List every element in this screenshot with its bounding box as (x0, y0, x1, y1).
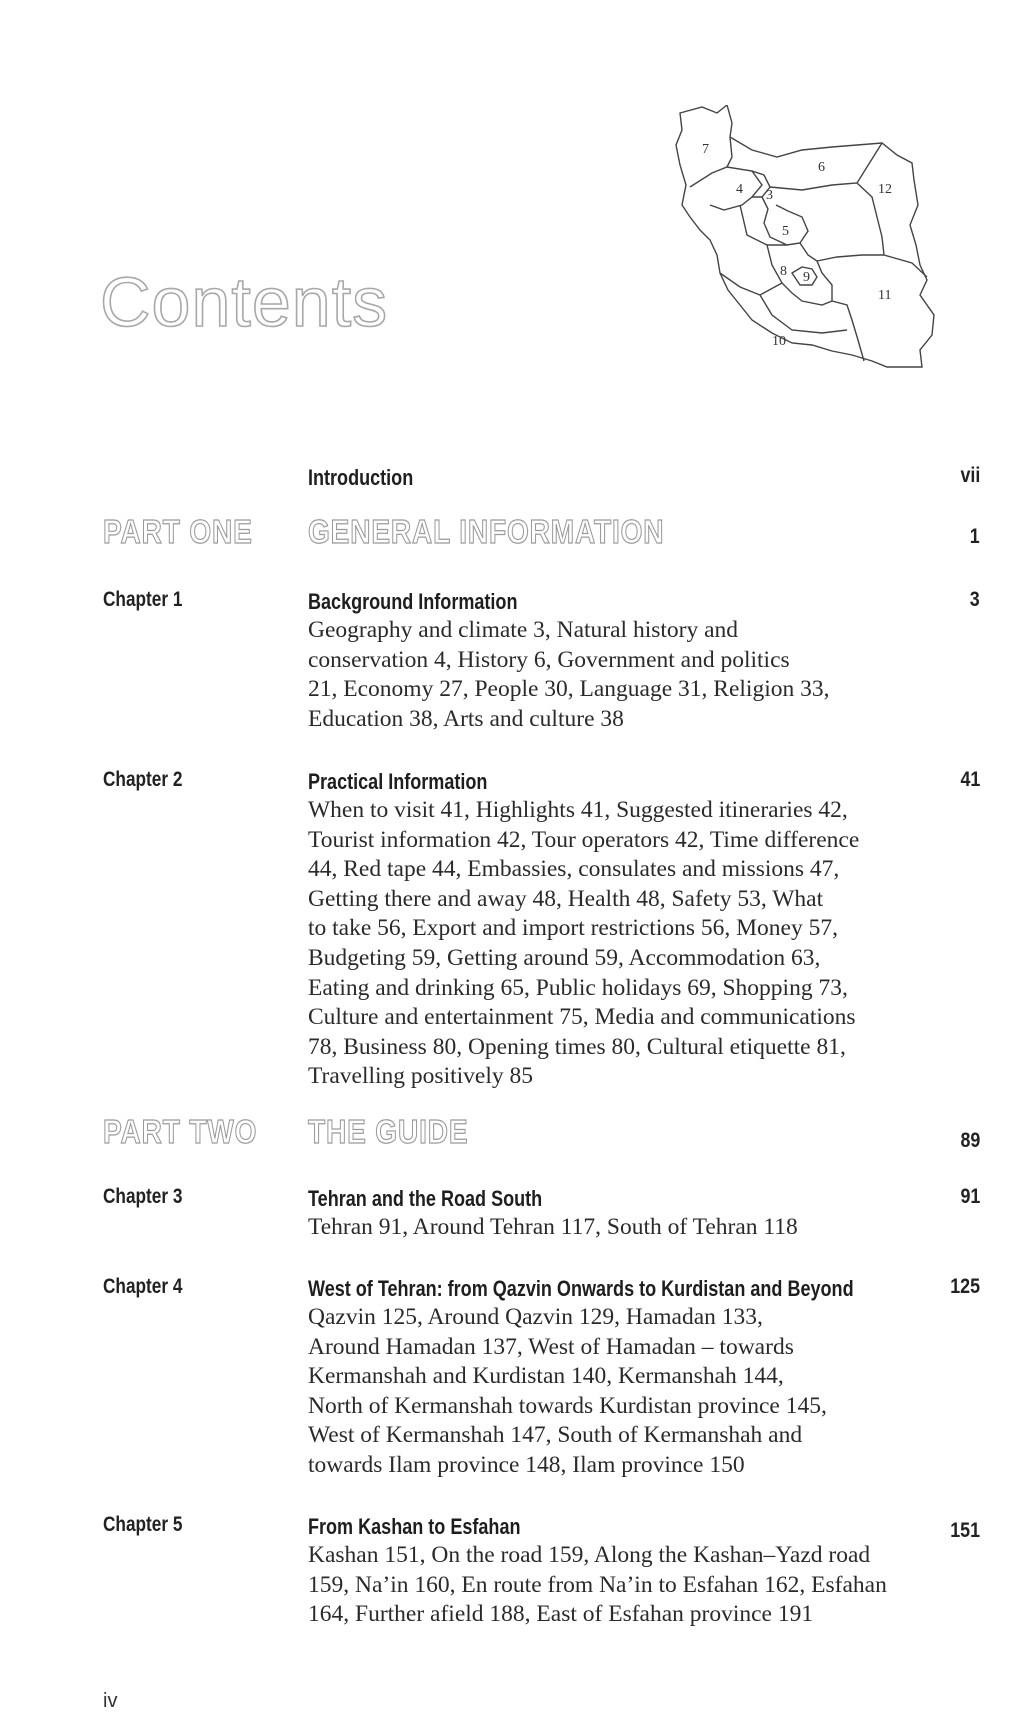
chapter-title: From Kashan to Esfahan (308, 1514, 521, 1539)
chapter-label: Chapter 4 (103, 1275, 183, 1298)
chapter-contents-line: Education 38, Arts and culture 38 (308, 705, 624, 732)
map-region-label: 4 (736, 182, 743, 197)
chapter-contents-line: 164, Further afield 188, East of Esfahan province 191 (308, 1601, 814, 1628)
chapter-contents-line: to take 56, Export and import restrictions 56, Money 57, (308, 915, 838, 942)
chapter-contents-line: Qazvin 125, Around Qazvin 129, Hamadan 133, (308, 1304, 763, 1330)
chapter-contents-line: Kashan 151, On the road 159, Along the Kashan–Yazd road (308, 1542, 871, 1568)
part-label: PART TWO (103, 1113, 258, 1150)
map-region-label: 9 (803, 270, 810, 285)
chapter-contents-line: When to visit 41, Highlights 41, Suggested itineraries 42, (308, 797, 848, 823)
chapter-contents (308, 616, 948, 734)
page-title: Contents (100, 263, 389, 341)
part-title: GENERAL INFORMATION (308, 513, 665, 550)
chapter-contents-line: North of Kermanshah towards Kurdistan province 145, (308, 1392, 827, 1419)
chapter-contents (308, 1213, 948, 1243)
page-number: 125 (950, 1275, 980, 1298)
chapter-contents-line: conservation 4, History 6, Government and politics (308, 646, 790, 673)
map-outline (676, 105, 934, 367)
chapter-contents-line: West of Kermanshah 147, South of Kermanshah and (308, 1422, 803, 1449)
page-number: 41 (960, 768, 980, 791)
page-number: 151 (950, 1519, 980, 1542)
chapter-contents-line: Geography and climate 3, Natural history and (308, 617, 739, 643)
map-region-label: 10 (772, 334, 786, 349)
chapter-contents-line: towards Ilam province 148, Ilam province 150 (308, 1451, 745, 1478)
region-map (672, 105, 992, 415)
chapter-contents (308, 796, 948, 1092)
page-number: 3 (970, 588, 980, 611)
chapter-title: West of Tehran: from Qazvin Onwards to Kurdistan and Beyond (308, 1276, 854, 1301)
page-number: 1 (970, 525, 980, 548)
chapter-contents-line: 159, Na’in 160, En route from Na’in to Esfahan 162, Esfahan (308, 1571, 887, 1598)
chapter-contents (308, 1541, 948, 1630)
map-region-label: 5 (782, 224, 789, 239)
map-region-label: 6 (818, 160, 825, 175)
chapter-contents-line: 21, Economy 27, People 30, Language 31, Religion 33, (308, 676, 830, 703)
map-region-label: 3 (766, 188, 773, 203)
map-region-label: 12 (878, 182, 892, 197)
map-region-label: 11 (878, 288, 892, 303)
chapter-title: Tehran and the Road South (308, 1186, 543, 1211)
chapter-contents-line: 44, Red tape 44, Embassies, consulates and missions 47, (308, 856, 840, 883)
page-number: 89 (960, 1129, 980, 1152)
page-number: 91 (960, 1185, 980, 1208)
intro-title: Introduction (308, 465, 414, 490)
chapter-contents-line: Travelling positively 85 (308, 1063, 533, 1090)
folio-page-number: iv (103, 1690, 118, 1712)
chapter-contents (308, 1303, 948, 1481)
chapter-contents-line: Getting there and away 48, Health 48, Safety 53, What (308, 885, 824, 912)
chapter-label: Chapter 5 (103, 1513, 183, 1536)
map-region-label: 8 (780, 264, 787, 279)
chapter-label: Chapter 1 (103, 588, 183, 611)
page-number: vii (960, 464, 980, 487)
chapter-contents-line: Budgeting 59, Getting around 59, Accommodation 63, (308, 944, 821, 971)
chapter-contents-line: Culture and entertainment 75, Media and communications (308, 1004, 856, 1031)
part-label: PART ONE (103, 513, 253, 550)
chapter-contents-line: 78, Business 80, Opening times 80, Cultural etiquette 81, (308, 1033, 846, 1060)
chapter-contents-line: Kermanshah and Kurdistan 140, Kermanshah 144, (308, 1363, 784, 1390)
chapter-title: Practical Information (308, 769, 488, 794)
chapter-title: Background Information (308, 589, 518, 614)
chapter-contents-line: Around Hamadan 137, West of Hamadan – towards (308, 1333, 794, 1360)
chapter-contents-line: Tourist information 42, Tour operators 42, Time difference (308, 826, 860, 853)
map-region-label: 7 (702, 142, 709, 157)
chapter-label: Chapter 3 (103, 1185, 183, 1208)
chapter-contents-line: Tehran 91, Around Tehran 117, South of Tehran 118 (308, 1214, 798, 1240)
chapter-label: Chapter 2 (103, 768, 183, 791)
chapter-contents-line: Eating and drinking 65, Public holidays 69, Shopping 73, (308, 974, 848, 1001)
part-title: THE GUIDE (308, 1113, 469, 1150)
